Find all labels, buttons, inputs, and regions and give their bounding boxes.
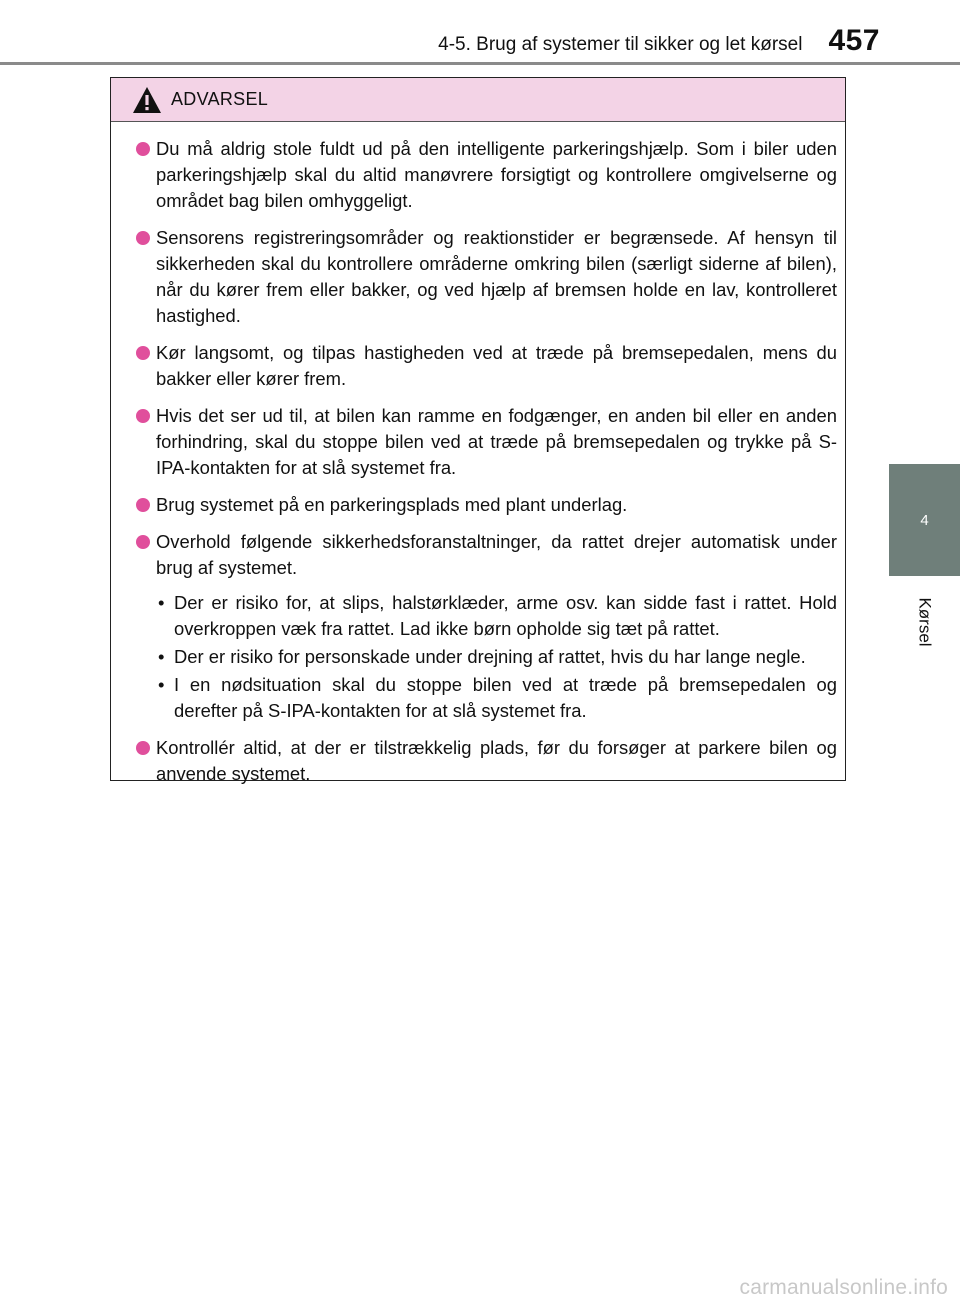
bullet-dot-icon — [136, 142, 150, 156]
page-number: 457 — [828, 24, 880, 57]
warning-subitem-text: I en nødsituation skal du stoppe bilen ved at træde på bremsepedalen og derefter på S-IPA-kontakten for at slå systemet fra. — [174, 674, 837, 721]
warning-header — [111, 78, 845, 122]
warning-list — [111, 122, 845, 787]
chapter-tab — [889, 464, 960, 576]
page-header — [110, 18, 880, 58]
warning-subitem — [156, 644, 837, 670]
warning-item — [136, 492, 837, 518]
warning-item — [136, 735, 837, 787]
warning-item — [136, 136, 837, 214]
warning-subitem-list — [156, 590, 837, 724]
warning-box — [110, 77, 846, 784]
warning-item-text: Kontrollér altid, at der er tilstrækkelig plads, før du forsøger at parkere bilen og anvende systemet. — [156, 737, 837, 784]
warning-item — [136, 340, 837, 392]
watermark: carmanualsonline.info — [739, 1276, 948, 1299]
warning-item-text: Du må aldrig stole fuldt ud på den intelligente parkeringshjælp. Som i biler uden parkeringshjælp skal du altid manøvrere forsigtigt og kontrollere omgivelserne og området bag bilen omhyggeligt. — [156, 138, 837, 211]
section-title: 4-5. Brug af systemer til sikker og let kørsel — [438, 34, 803, 55]
warning-triangle-icon — [132, 86, 162, 114]
warning-subitem — [156, 672, 837, 724]
warning-item-text: Hvis det ser ud til, at bilen kan ramme en fodgænger, en anden bil eller en anden forhindring, skal du stoppe bilen ved at træde på bremsepedalen og trykke på S-IPA-kontakten for at slå systemet fra. — [156, 405, 837, 478]
bullet-dot-icon — [136, 498, 150, 512]
warning-item — [136, 403, 837, 481]
bullet-dot-icon — [136, 409, 150, 423]
warning-item — [136, 225, 837, 329]
warning-subitem — [156, 590, 837, 642]
chapter-label: Kørsel — [915, 597, 935, 647]
warning-item-text: Sensorens registreringsområder og reaktionstider er begrænsede. Af hensyn til sikkerheden skal du kontrollere områderne omkring bilen (særligt siderne af bilen), når du kører frem eller bakker, og ved hjælp af bremsen holde en lav, kontrolleret hastighed. — [156, 227, 837, 326]
chapter-label-container — [889, 578, 960, 666]
bullet-dot-icon — [136, 231, 150, 245]
warning-item-text: Kør langsomt, og tilpas hastigheden ved at træde på bremsepedalen, mens du bakker eller kører frem. — [156, 342, 837, 389]
warning-subitem-text: Der er risiko for personskade under drejning af rattet, hvis du har lange negle. — [174, 646, 806, 667]
warning-subitem-text: Der er risiko for, at slips, halstørklæder, arme osv. kan sidde fast i rattet. Hold overkroppen væk fra rattet. Lad ikke børn opholde sig tæt på rattet. — [174, 592, 837, 639]
warning-item-text: Overhold følgende sikkerhedsforanstaltninger, da rattet drejer automatisk under brug af systemet. — [156, 531, 837, 578]
sub-bullet-icon: • — [158, 646, 165, 667]
header-divider — [0, 62, 960, 65]
sub-bullet-icon: • — [158, 592, 165, 613]
bullet-dot-icon — [136, 346, 150, 360]
chapter-number: 4 — [920, 511, 929, 529]
bullet-dot-icon — [136, 535, 150, 549]
sub-bullet-icon: • — [158, 674, 165, 695]
warning-item — [136, 529, 837, 724]
warning-item-text: Brug systemet på en parkeringsplads med plant underlag. — [156, 494, 628, 515]
warning-title: ADVARSEL — [171, 89, 269, 109]
bullet-dot-icon — [136, 741, 150, 755]
